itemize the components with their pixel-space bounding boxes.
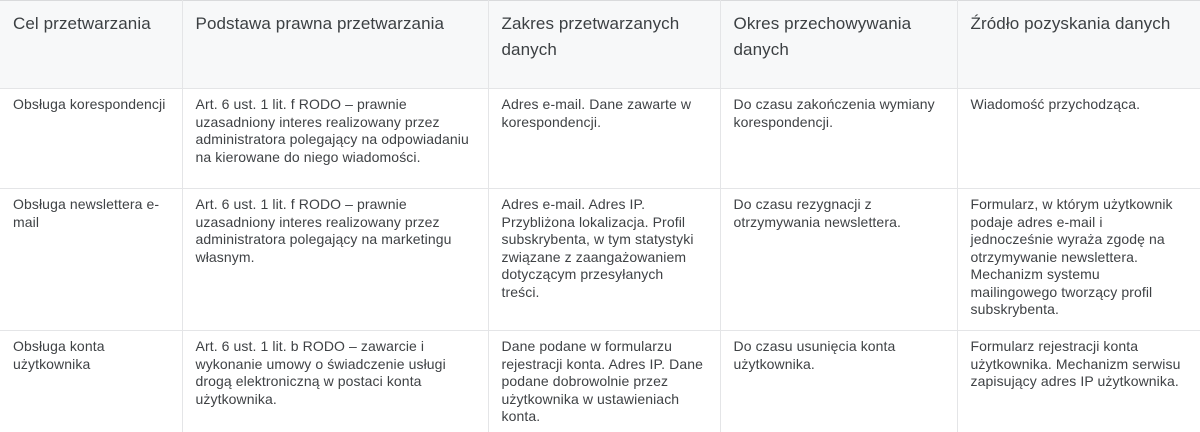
col-header-data-scope: Zakres przetwarzanych danych bbox=[488, 1, 720, 89]
cell-legal-basis: Art. 6 ust. 1 lit. f RODO – prawnie uzasadniony interes realizowany przez administratora polegający na marketingu własnym. bbox=[182, 189, 488, 331]
cell-retention-period: Do czasu usunięcia konta użytkownika. bbox=[720, 331, 957, 432]
table-row bbox=[0, 89, 1200, 189]
table-row bbox=[0, 189, 1200, 331]
cell-legal-basis: Art. 6 ust. 1 lit. f RODO – prawnie uzasadniony interes realizowany przez administratora polegający na odpowiadaniu na kierowane do niego wiadomości. bbox=[182, 89, 488, 189]
cell-purpose: Obsługa newslettera e-mail bbox=[0, 189, 182, 331]
col-header-legal-basis: Podstawa prawna przetwarzania bbox=[182, 1, 488, 89]
cell-purpose: Obsługa korespondencji bbox=[0, 89, 182, 189]
col-header-data-source: Źródło pozyskania danych bbox=[957, 1, 1200, 89]
cell-purpose: Obsługa konta użytkownika bbox=[0, 331, 182, 432]
table-header-row bbox=[0, 1, 1200, 89]
col-header-purpose: Cel przetwarzania bbox=[0, 1, 182, 89]
cell-legal-basis: Art. 6 ust. 1 lit. b RODO – zawarcie i wykonanie umowy o świadczenie usługi drogą elektroniczną w postaci konta użytkownika. bbox=[182, 331, 488, 432]
table-row bbox=[0, 331, 1200, 432]
cell-data-source: Formularz, w którym użytkownik podaje adres e-mail i jednocześnie wyraża zgodę na otrzymywanie newslettera. Mechanizm systemu mailingowego tworzący profil subskrybenta. bbox=[957, 189, 1200, 331]
cell-data-source: Formularz rejestracji konta użytkownika. Mechanizm serwisu zapisujący adres IP użytkownika. bbox=[957, 331, 1200, 432]
cell-data-source: Wiadomość przychodząca. bbox=[957, 89, 1200, 189]
cell-retention-period: Do czasu zakończenia wymiany korespondencji. bbox=[720, 89, 957, 189]
cell-data-scope: Adres e-mail. Adres IP. Przybliżona lokalizacja. Profil subskrybenta, w tym statystyki związane z zaangażowaniem dotyczącym przesyłanych treści. bbox=[488, 189, 720, 331]
cell-data-scope: Dane podane w formularzu rejestracji konta. Adres IP. Dane podane dobrowolnie przez użytkownika w ustawieniach konta. bbox=[488, 331, 720, 432]
cell-retention-period: Do czasu rezygnacji z otrzymywania newslettera. bbox=[720, 189, 957, 331]
col-header-retention-period: Okres przechowywania danych bbox=[720, 1, 957, 89]
cell-data-scope: Adres e-mail. Dane zawarte w korespondencji. bbox=[488, 89, 720, 189]
